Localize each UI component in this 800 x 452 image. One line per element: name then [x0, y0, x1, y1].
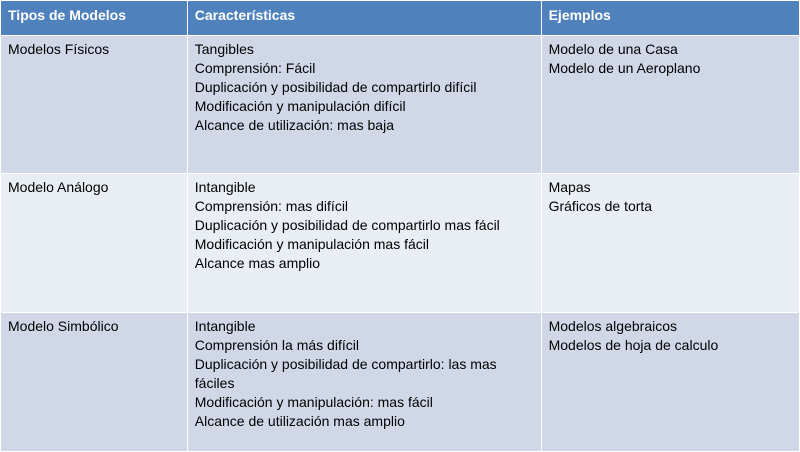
ejemplos-cell — [541, 174, 799, 313]
tipo-cell: Modelo Análogo — [1, 174, 188, 313]
table-row — [1, 313, 800, 452]
caracteristica-line: Comprensión la más difícil — [194, 337, 359, 353]
caracteristica-line: Duplicación y posibilidad de compartirlo difícil — [194, 79, 477, 95]
caracteristica-line: Modificación y manipulación mas fácil — [194, 236, 429, 252]
caracteristica-line: Tangibles — [194, 41, 254, 57]
ejemplo-line: Modelo de un Aeroplano — [548, 60, 701, 76]
caracteristica-line: Intangible — [194, 179, 256, 195]
caracteristica-line: Modificación y manipulación difícil — [194, 98, 406, 114]
ejemplos-cell — [541, 36, 799, 174]
table-row — [1, 36, 800, 174]
caracteristica-line: Duplicación y posibilidad de compartirlo mas fácil — [194, 217, 500, 233]
caracteristica-line: Alcance de utilización: mas baja — [194, 117, 394, 133]
caracteristicas-cell — [187, 36, 541, 174]
tipo-cell: Modelo Simbólico — [1, 313, 188, 452]
caracteristicas-cell — [187, 174, 541, 313]
header-ejemplos: Ejemplos — [541, 1, 799, 36]
caracteristica-line: Alcance mas amplio — [194, 255, 321, 271]
caracteristica-line: Intangible — [194, 318, 256, 334]
header-caracteristicas: Características — [187, 1, 541, 36]
header-row — [1, 1, 800, 36]
ejemplo-line: Modelos de hoja de calculo — [548, 337, 719, 353]
caracteristica-line: Alcance de utilización mas amplio — [194, 413, 405, 429]
ejemplo-line: Gráficos de torta — [548, 198, 653, 214]
caracteristica-line: Comprensión: mas difícil — [194, 198, 349, 214]
ejemplo-line: Modelo de una Casa — [548, 41, 678, 57]
caracteristica-line: Comprensión: Fácil — [194, 60, 316, 76]
table-row — [1, 174, 800, 313]
ejemplo-line: Modelos algebraicos — [548, 318, 677, 334]
caracteristica-line: Duplicación y posibilidad de compartirlo: las mas fáciles — [194, 356, 497, 391]
ejemplo-line: Mapas — [548, 179, 591, 195]
caracteristicas-cell — [187, 313, 541, 452]
ejemplos-cell — [541, 313, 799, 452]
caracteristica-line: Modificación y manipulación: mas fácil — [194, 394, 433, 410]
tipo-cell: Modelos Físicos — [1, 36, 188, 174]
header-tipos: Tipos de Modelos — [1, 1, 188, 36]
